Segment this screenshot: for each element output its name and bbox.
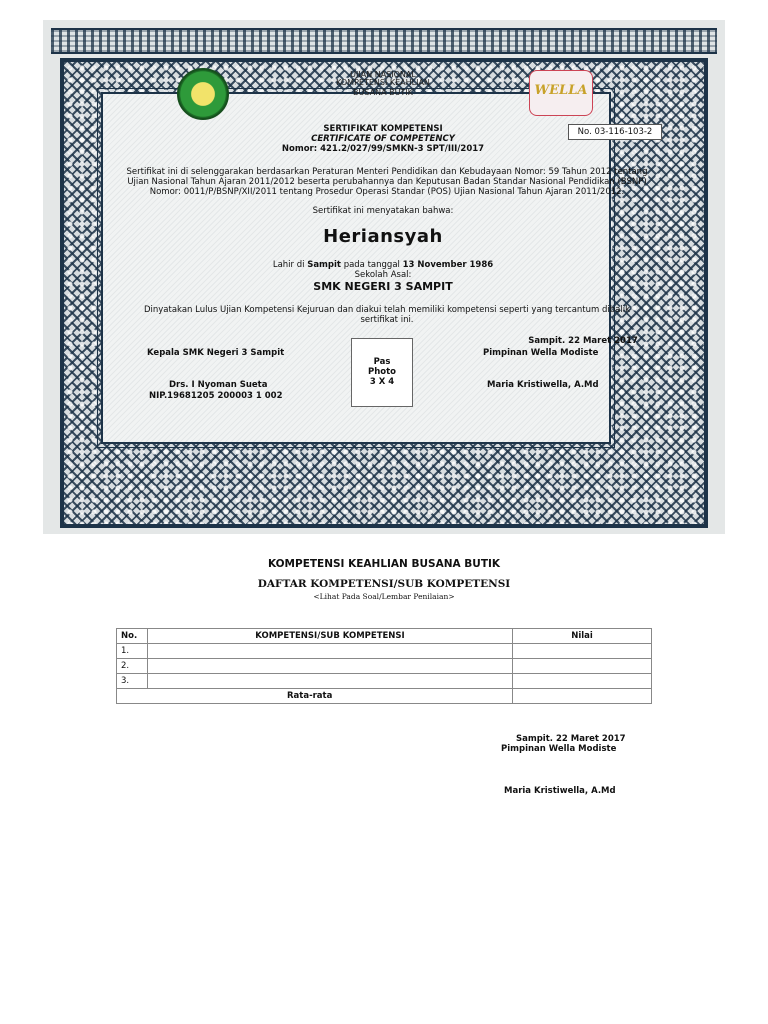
certificate-title-en: CERTIFICATE OF COMPETENCY [311,134,455,144]
back-signer-name: Maria Kristiwella, A.Md [504,786,616,796]
right-signer-name: Maria Kristiwella, A.Md [487,380,599,390]
paragraph-line: Sertifikat ini di selenggarakan berdasarkan Peraturan Menteri Pendidikan dan Kebudayaan Nomor: 59 Tahun 2012 tentang [126,167,648,177]
header-line-1: UJIAN NASIONAL [350,70,416,79]
competency-cell [148,644,513,659]
birth-place: Sampit [307,260,341,270]
table-row [117,644,652,659]
column-header-score: Nilai [513,629,652,644]
row-number: 3. [117,674,148,689]
certificate-place-date: Sampit. 22 Maret 2017 [528,336,638,346]
certificate-header [283,71,483,97]
left-signer-nip: NIP.19681205 200003 1 002 [149,391,283,401]
row-number: 1. [117,644,148,659]
paragraph-line: Nomor: 0011/P/BSNP/XII/2011 tentang Prosedur Operasi Standar (POS) Ujian Nasional Tahun Ajaran 2011/2012. [149,187,625,197]
left-signer-name: Drs. I Nyoman Sueta [169,380,268,390]
wella-logo-text: WELLA [534,83,588,98]
photo-label-line: 3 X 4 [369,377,395,387]
certificate-title: SERTIFIKAT KOMPETENSI [323,124,443,134]
birth-date: 13 November 1986 [402,260,494,270]
table-header-row [117,629,652,644]
column-header-no: No. [117,629,148,644]
photo-label-line: Pas [373,357,391,367]
list-note: <Lihat Pada Soal/Lembar Penilaian> [313,592,455,601]
birth-info [203,260,563,270]
row-number: 2. [117,659,148,674]
column-header-competency: KOMPETENSI/SUB KOMPETENSI [148,629,513,644]
birth-middle: pada tanggal [343,260,400,270]
declaration-line: sertifikat ini. [360,315,414,325]
wella-logo-icon [529,70,593,116]
section-title: KOMPETENSI KEAHLIAN BUSANA BUTIK [267,558,501,570]
statement-text: Sertifikat ini menyatakan bahwa: [312,206,454,216]
table-row [117,674,652,689]
left-signer-role: Kepala SMK Negeri 3 Sampit [147,348,285,358]
back-place-date: Sampit. 22 Maret 2017 [516,734,626,744]
table-row [117,659,652,674]
table-average-row [117,689,652,704]
school-logo-icon [177,68,229,120]
right-signer-role: Pimpinan Wella Modiste [483,348,599,358]
certificate-number: No. 03-116-103-2 [568,124,662,140]
school-label: Sekolah Asal: [354,270,412,280]
competency-table [116,628,652,704]
recipient-name: Heriansyah [323,226,443,247]
legal-basis-paragraph [97,167,677,197]
birth-prefix: Lahir di [272,260,305,270]
competency-cell [148,674,513,689]
header-line-2: KOMPETENSI KEAHLIAN [336,78,430,87]
list-title: DAFTAR KOMPETENSI/SUB KOMPETENSI [257,578,511,590]
score-cell [513,659,652,674]
certificate-title-block [203,124,563,154]
back-signer-role: Pimpinan Wella Modiste [501,744,617,754]
paragraph-line: Ujian Nasional Tahun Ajaran 2011/2012 beserta perubahannya dan Keputusan Badan Standar Nasional Pendidikan (BSNP) [127,177,647,187]
ornamental-top-border [51,28,717,54]
score-cell [513,644,652,659]
average-score-cell [513,689,652,704]
average-label: Rata-rata [117,689,513,704]
score-cell [513,674,652,689]
photo-label-line: Photo [367,367,397,377]
declaration-paragraph [107,305,667,325]
certificate-nomor: Nomor: 421.2/027/99/SMKN-3 SPT/III/2017 [281,144,485,154]
pas-photo-placeholder [351,338,413,407]
competency-cell [148,659,513,674]
declaration-line: Dinyatakan Lulus Ujian Kompetensi Kejuruan dan diakui telah memiliki kompetensi seperti yang tercantum dibalik [143,305,630,315]
certificate [43,20,725,534]
header-line-3: BUSANA BUTIK [353,88,413,97]
school-name: SMK NEGERI 3 SAMPIT [313,280,453,293]
